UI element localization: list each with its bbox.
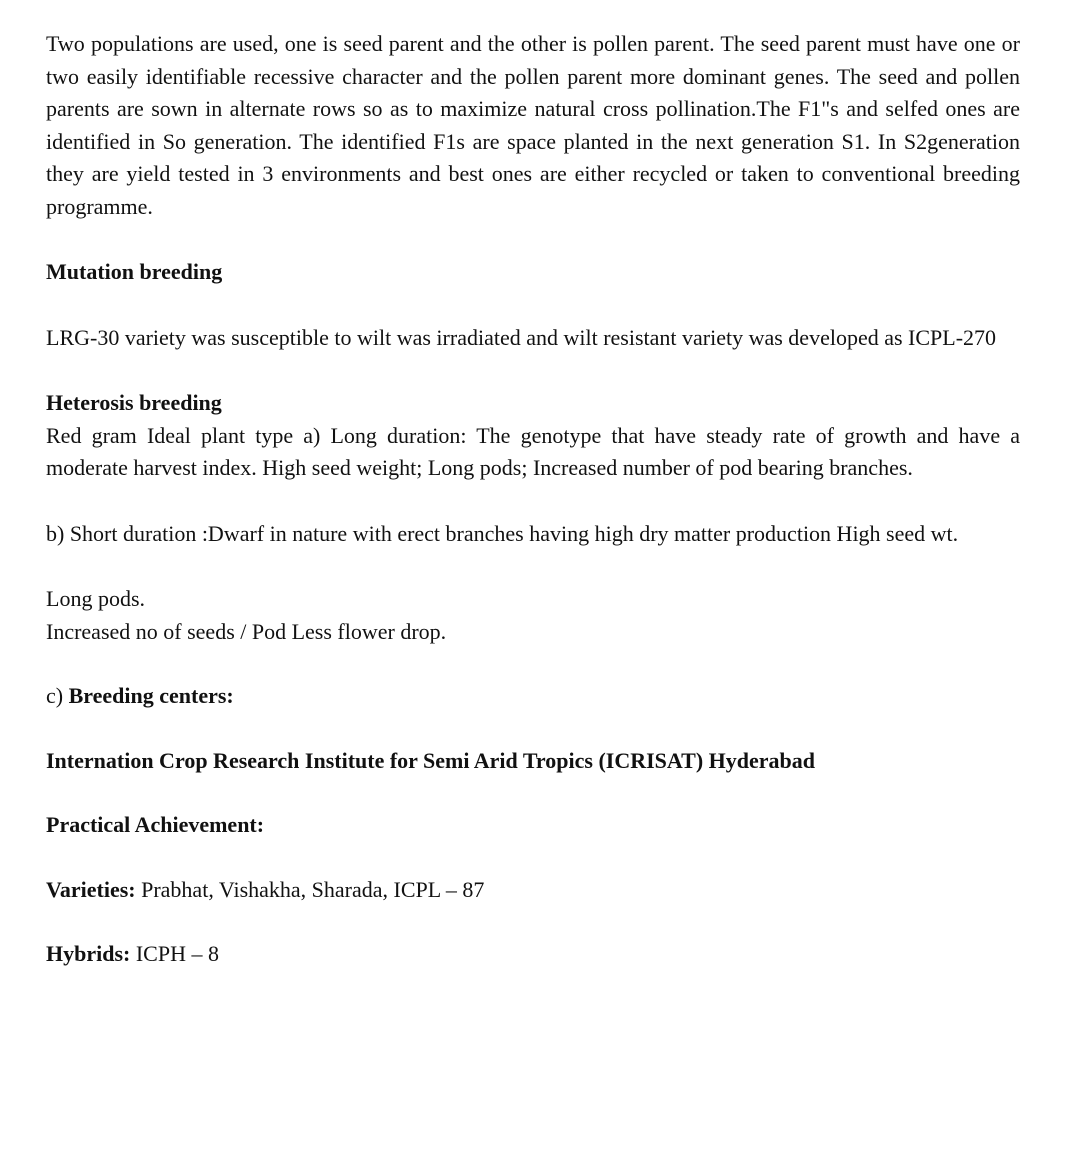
long-duration-paragraph: Red gram Ideal plant type a) Long duration: The genotype that have steady rate of growth and have a moderate harvest index. High seed weight; Long pods; Increased number of pod bearing branches. [46, 422, 1020, 480]
hybrids-label: Hybrids: [46, 941, 131, 966]
spacer [46, 648, 1020, 680]
breeding-centers-prefix: c) [46, 683, 69, 708]
practical-achievement-heading: Practical Achievement: [46, 812, 265, 837]
long-pods-line: Long pods. [46, 586, 145, 611]
document-page [46, 28, 1020, 971]
hybrids-value: ICPH – 8 [130, 941, 219, 966]
breeding-centers-heading: Breeding centers: [68, 683, 234, 708]
spacer [46, 906, 1020, 938]
spacer [46, 777, 1020, 809]
breeding-centers-line [46, 680, 1020, 713]
spacer [46, 223, 1020, 256]
varieties-line [46, 874, 1020, 907]
spacer [46, 485, 1020, 518]
mutation-breeding-heading: Mutation breeding [46, 259, 223, 284]
spacer [46, 550, 1020, 583]
varieties-label: Varieties: [46, 876, 136, 902]
spacer [46, 713, 1020, 745]
spacer [46, 354, 1020, 387]
short-duration-paragraph: b) Short duration :Dwarf in nature with erect branches having high dry matter production High seed wt. [46, 520, 959, 546]
seeds-per-pod-line: Increased no of seeds / Pod Less flower drop. [46, 618, 447, 644]
spacer [46, 842, 1020, 874]
varieties-value: Prabhat, Vishakha, Sharada, ICPL – 87 [135, 876, 485, 902]
intro-paragraph: Two populations are used, one is seed parent and the other is pollen parent. The seed parent must have one or two easily identifiable recessive character and the pollen parent more dominant genes. The seed and pollen parents are sown in alternate rows so as to maximize natural cross pollination.The F1"s and selfed ones are identified in So generation. The identified F1s are space planted in the next generation S1. In S2generation they are yield tested in 3 environments and best ones are either recycled or taken to conventional breeding programme. [46, 31, 1020, 219]
heterosis-breeding-heading: Heterosis breeding [46, 390, 222, 415]
mutation-breeding-text: LRG-30 variety was susceptible to wilt was irradiated and wilt resistant variety was developed as ICPL-270 [46, 324, 997, 350]
hybrids-line [46, 938, 1020, 971]
icrisat-institute: Internation Crop Research Institute for Semi Arid Tropics (ICRISAT) Hyderabad [46, 747, 816, 773]
spacer [46, 289, 1020, 322]
